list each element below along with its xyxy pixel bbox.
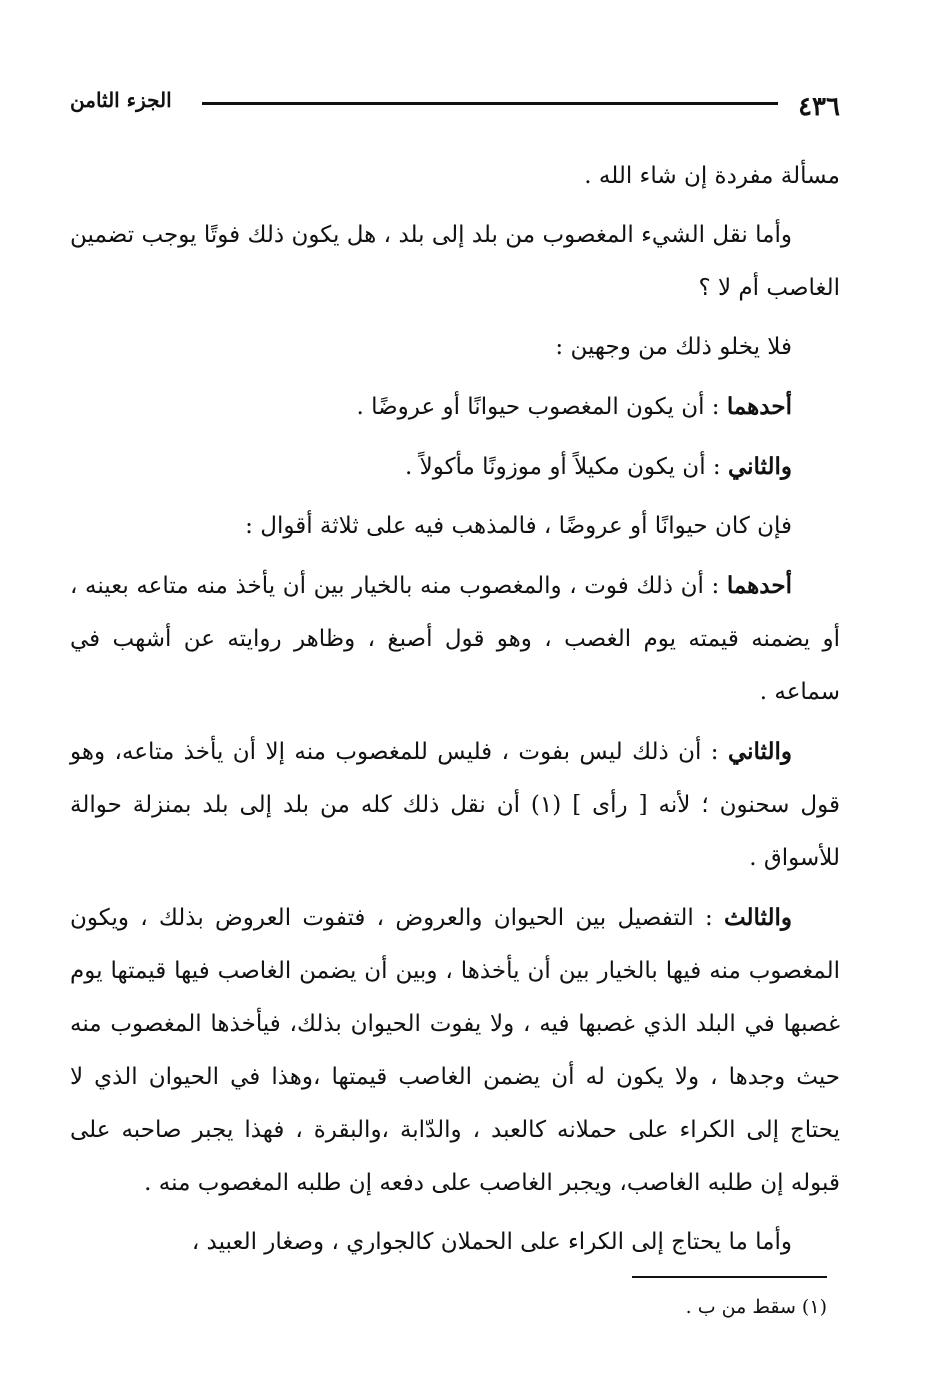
paragraph-text: : أن ذلك ليس بفوت ، فليس للمغصوب منه إلا أن يأخذ متاعه، وهو قول سحنون ؛ لأنه [ رأى ] (١) أن نقل ذلك كله من بلد إلى بلد بمنزلة حوالة للأسواق .	[70, 739, 840, 871]
paragraph	[70, 209, 840, 315]
paragraph	[70, 150, 840, 203]
paragraph	[70, 725, 840, 885]
paragraph-text: وأما نقل الشيء المغصوب من بلد إلى بلد ، هل يكون ذلك فوتًا يوجب تضمين الغاصب أم لا ؟	[70, 222, 840, 301]
paragraph-text: وأما ما يحتاج إلى الكراء على الحملان كالجواري ، وصغار العبيد ،	[191, 1229, 792, 1255]
paragraph	[70, 1216, 840, 1269]
bold-term: والثاني	[727, 738, 792, 765]
paragraph-text: فلا يخلو ذلك من وجهين :	[555, 334, 792, 360]
bold-term: والثالث	[723, 904, 792, 931]
paragraph	[70, 500, 840, 553]
page-number: ٤٣٦	[798, 92, 840, 122]
running-title: الجزء الثامن	[70, 88, 172, 112]
paragraph	[70, 891, 840, 1210]
paragraph	[70, 321, 840, 374]
paragraph-text: : أن ذلك فوت ، والمغصوب منه بالخيار بين أن يأخذ منه متاعه بعينه ، أو يضمنه قيمته يوم الغصب ، وهو قول أصبغ ، وظاهر روايته عن أشهب في سماعه .	[70, 573, 840, 705]
paragraph-text: : أن يكون المغصوب حيوانًا أو عروضًا .	[356, 394, 727, 420]
header-rule	[202, 102, 778, 105]
footnote-rule	[632, 1276, 827, 1278]
paragraph-text: فإن كان حيوانًا أو عروضًا ، فالمذهب فيه على ثلاثة أقوال :	[245, 513, 792, 539]
page-header	[70, 78, 840, 122]
bold-term: والثاني	[727, 453, 792, 480]
body-text	[70, 150, 840, 1275]
paragraph	[70, 380, 840, 434]
footnote: (١) سقط من ب .	[685, 1296, 827, 1318]
paragraph	[70, 440, 840, 494]
bold-term: أحدهما	[726, 393, 792, 420]
paragraph	[70, 559, 840, 719]
paragraph-text: مسألة مفردة إن شاء الله .	[584, 163, 840, 189]
paragraph-text: : أن يكون مكيلاً أو موزونًا مأكولاً .	[404, 454, 728, 480]
paragraph-text: : التفصيل بين الحيوان والعروض ، فتفوت العروض بذلك ، ويكون المغصوب منه فيها بالخيار بين أن يأخذها ، وبين أن يضمن الغاصب فيها قيمتها يوم غصبها في البلد الذي غصبها فيه ، ولا يفوت الحيوان بذلك، فيأخذها المغصوب منه حيث وجدها ، ولا يكون له أن يضمن الغاصب قيمتها ،وهذا في الحيوان الذي لا يحتاج إلى الكراء على حملانه كالعبد ، والدّابة ،والبقرة ، فهذا يجبر صاحبه على قبوله إن طلبه الغاصب، ويجبر الغاصب على دفعه إن طلبه المغصوب منه .	[70, 905, 840, 1196]
bold-term: أحدهما	[726, 572, 792, 599]
